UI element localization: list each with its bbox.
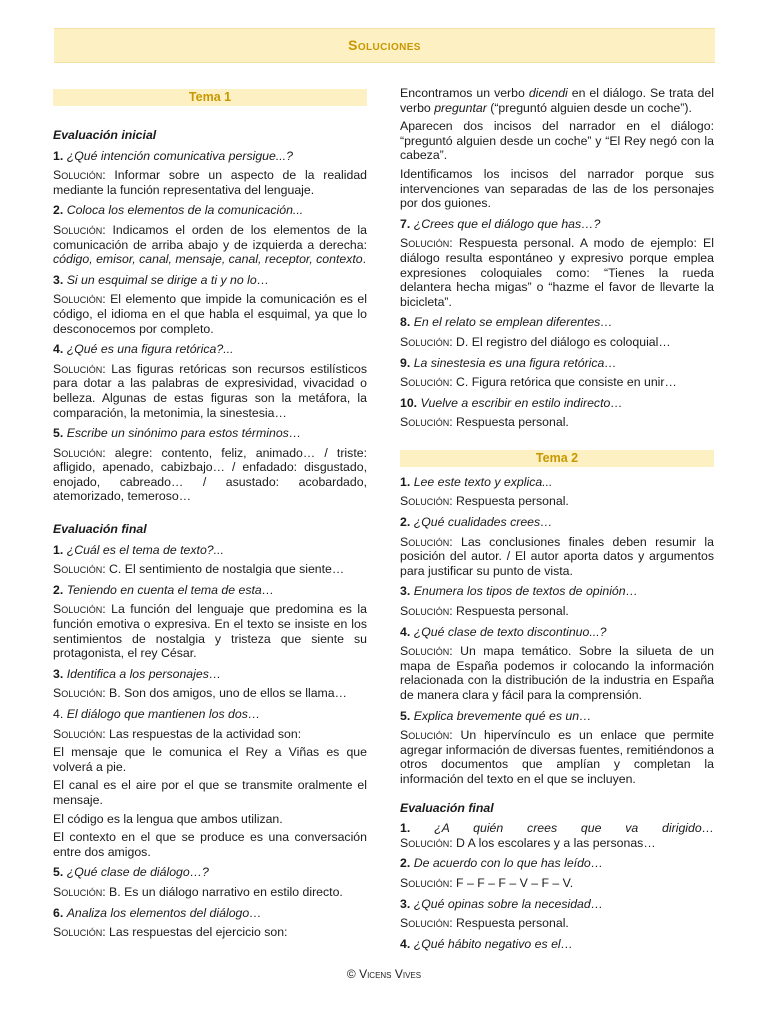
footer-copyright: © Vicens Vives (346, 967, 422, 981)
question: 3. Enumera los tipos de textos de opinión… (400, 584, 638, 599)
answer: Solución: Un mapa temático. Sobre la silueta de un mapa de España podemos ir colocando la información relacionada con la distribución de la industria en España de manera clara y fácil para la comprensión. (400, 644, 714, 702)
answer: Solución: B. Son dos amigos, uno de ellos se llama… (53, 686, 347, 701)
answer: Solución: Las respuestas de la actividad son: (53, 726, 302, 741)
answer: Solución: Respuesta personal. (400, 415, 569, 430)
tema-2-heading: Tema 2 (400, 450, 714, 467)
question: 9. La sinestesia es una figura retórica… (400, 355, 617, 370)
question: 1. ¿Cuál es el tema de texto?... (53, 542, 224, 557)
tema-1-heading: Tema 1 (53, 89, 367, 106)
question: 6. Analiza los elementos del diálogo… (53, 905, 262, 920)
question: 8. En el relato se emplean diferentes… (400, 315, 613, 330)
question: 3. Si un esquimal se dirige a ti y no lo… (53, 272, 270, 287)
answer: Solución: B. Es un diálogo narrativo en estilo directo. (53, 884, 343, 899)
question: 5. Escribe un sinónimo para estos términos… (53, 426, 302, 441)
answer-paragraph: Aparecen dos incisos del narrador en el diálogo: “preguntó alguien desde un coche” y “El Rey negó con la cabeza”. (400, 119, 714, 163)
answer: Solución: C. El sentimiento de nostalgia que siente… (53, 562, 345, 577)
page-title: Soluciones (348, 37, 421, 54)
question: 3. ¿Qué opinas sobre la necesidad… (400, 896, 604, 911)
question: 10. Vuelve a escribir en estilo indirecto… (400, 395, 623, 410)
answer: Solución: D A los escolares y a las personas… (400, 835, 656, 850)
answer: Solución: Respuesta personal. A modo de ejemplo: El diálogo resulta espontáneo y expresivo porque emplea expresiones coloquiales como: “Tienes la rueda delantera hecha migas” o “hazme el favor de llevarte la bicicleta”. (400, 236, 714, 309)
question: 4. ¿Qué es una figura retórica?... (53, 342, 234, 357)
question: 1. Lee este texto y explica... (400, 474, 553, 489)
question: 5. ¿Qué clase de diálogo…? (53, 865, 209, 880)
answer: Solución: El elemento que impide la comunicación es el código, el idioma en el que habla el esquimal, ya que lo desconocemos por completo. (53, 292, 367, 336)
answer: Solución: F – F – F – V – F – V. (400, 875, 574, 890)
footer (0, 967, 768, 982)
question: 4. ¿Qué hábito negativo es el… (400, 936, 573, 951)
answer-paragraph: El contexto en el que se produce es una conversación entre dos amigos. (53, 830, 367, 859)
page-header (54, 28, 715, 63)
answer: Solución: Respuesta personal. (400, 916, 569, 931)
eval-inicial-heading: Evaluación inicial (53, 128, 157, 142)
answer-paragraph: El código es la lengua que ambos utilizan. (53, 811, 283, 826)
question: 3. Identifica a los personajes… (53, 666, 222, 681)
answer: Solución: Informar sobre un aspecto de la realidad mediante la función representativa del lenguaje. (53, 168, 367, 197)
question: 4. El diálogo que mantienen los dos… (53, 707, 261, 721)
question: 2. Coloca los elementos de la comunicación... (53, 203, 304, 218)
answer: Solución: Indicamos el orden de los elementos de la comunicación de arriba abajo y de izquierda a derecha: código, emisor, canal, mensaje, canal, receptor, contexto. (53, 222, 367, 267)
question: 2. ¿Qué cualidades crees… (400, 515, 553, 530)
question: 4. ¿Qué clase de texto discontinuo...? (400, 624, 607, 639)
answer: Solución: Un hipervínculo es un enlace que permite agregar información de diversas fuentes, remitiéndonos a otros documentos que amplían y completan la información del texto en el que se incluyen. (400, 728, 715, 786)
question: 1. ¿A quién crees que va dirigido… (400, 821, 714, 836)
eval-final-heading: Evaluación final (400, 800, 494, 815)
answer-paragraph: El canal es el aire por el que se transmite oralmente el mensaje. (53, 778, 367, 807)
answer: Solución: Las figuras retóricas son recursos estilísticos para dotar a las palabras de expresividad, vivacidad o belleza. Algunas de estas figuras son la metáfora, la comparación, la metonimia, la sinestesia… (53, 361, 367, 420)
answer: Solución: Respuesta personal. (400, 604, 569, 619)
question: 7. ¿Crees que el diálogo que has…? (400, 216, 601, 231)
question: 5. Explica brevemente qué es un… (400, 708, 592, 723)
eval-final-heading: Evaluación final (53, 522, 147, 537)
question: 2. De acuerdo con lo que has leído… (400, 856, 604, 871)
question: 1. ¿Qué intención comunicativa persigue...? (53, 148, 293, 163)
answer: Solución: Las conclusiones finales deben resumir la posición del autor. / El autor aporta datos y argumentos para justificar su punto de vista. (400, 534, 714, 578)
answer: Solución: C. Figura retórica que consiste en unir… (400, 375, 677, 390)
left-column (53, 86, 367, 946)
question: 2. Teniendo en cuenta el tema de esta… (53, 582, 275, 597)
right-column (400, 86, 714, 956)
answer-paragraph: Identificamos los incisos del narrador porque sus intervenciones van separadas de las de los personajes por dos guiones. (400, 166, 714, 211)
answer: Solución: La función del lenguaje que predomina es la función emotiva o expresiva. En el texto se insiste en los sentimientos de nostalgia y tristeza que siente su protagonista, el rey César. (53, 602, 367, 661)
answer: Solución: Las respuestas del ejercicio son: (53, 925, 288, 940)
answer-paragraph: Encontramos un verbo dicendi en el diálogo. Se trata del verbo preguntar (“preguntó alguien desde un coche”). (400, 86, 714, 115)
answer: Solución: D. El registro del diálogo es coloquial… (400, 334, 671, 349)
answer-paragraph: El mensaje que le comunica el Rey a Viñas es que volverá a pie. (53, 745, 367, 774)
answer: Solución: Respuesta personal. (400, 494, 569, 509)
answer: Solución: alegre: contento, feliz, animado… / triste: afligido, apenado, cabizbajo… / enfadado: disgustado, enojado, cabreado… / asustado: acobardado, atemorizado, temeroso… (53, 445, 367, 504)
